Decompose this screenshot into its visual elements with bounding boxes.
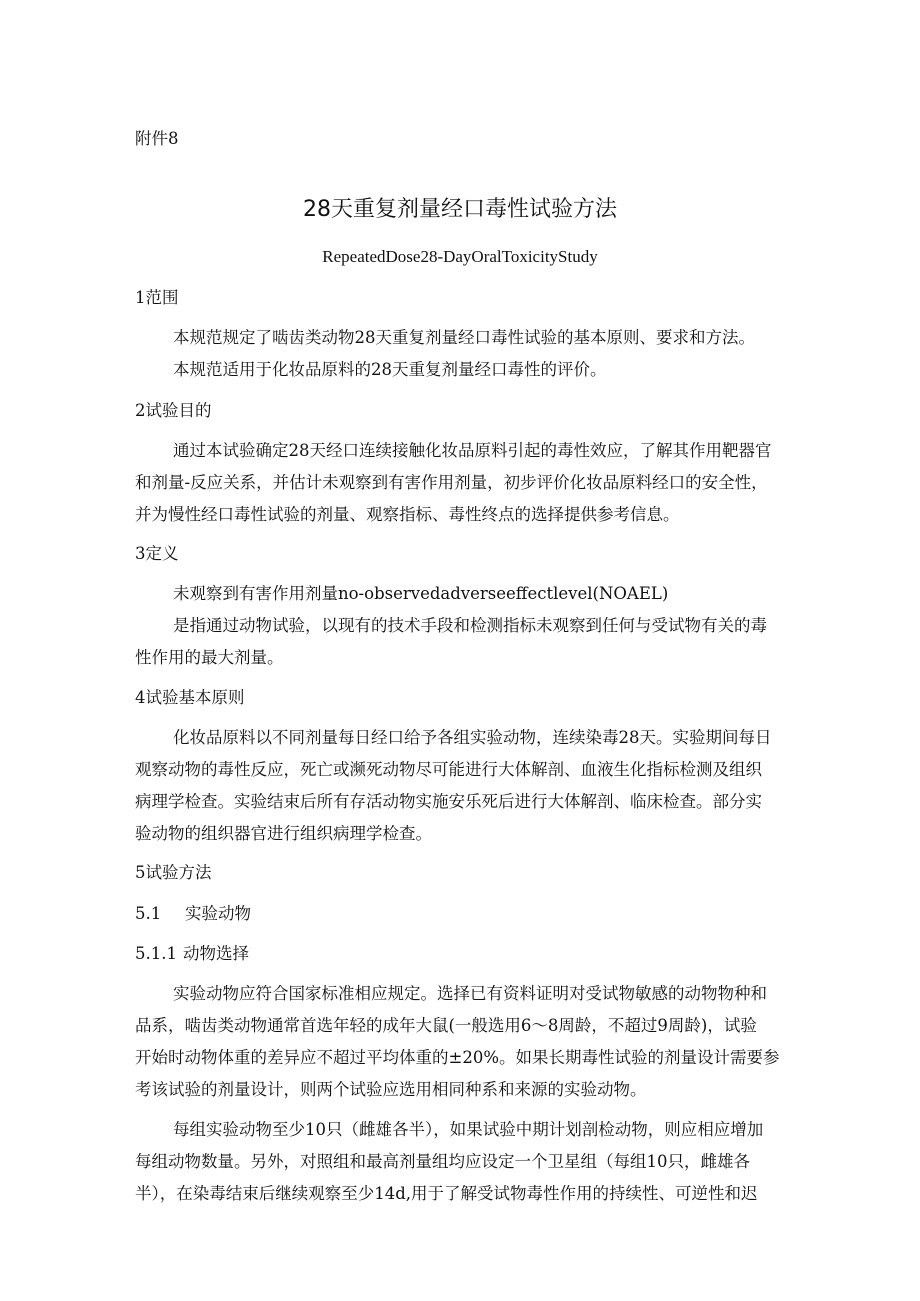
section-1-heading: 1范围 [135,288,179,307]
section-3-line: 性作用的最大剂量。 [135,648,284,667]
section-1-paragraph-1: 本规范规定了啮齿类动物28天重复剂量经口毒性试验的基本原则、要求和方法。 [173,328,755,347]
section-3-heading: 3定义 [135,544,179,563]
section-5-1-1-p1-line: 开始时动物体重的差异应不超过平均体重的±20%。如果长期毒性试验的剂量设计需要参 [135,1048,780,1067]
section-4-line: 验动物的组织器官进行组织病理学检查。 [135,824,432,843]
section-2-line: 并为慢性经口毒性试验的剂量、观察指标、毒性终点的选择提供参考信息。 [135,505,680,524]
document-title: 28天重复剂量经口毒性试验方法 [303,197,617,222]
section-3-line: 是指通过动物试验，以现有的技术手段和检测指标未观察到任何与受试物有关的毒 [173,616,767,635]
section-5-1-1-p2-line: 每组动物数量。另外，对照组和最高剂量组均应设定一个卫星组（每组10只，雌雄各 [135,1152,750,1171]
section-2-line: 和剂量-反应关系，并估计未观察到有害作用剂量，初步评价化妆品原料经口的安全性， [135,473,768,492]
section-2-heading: 2试验目的 [135,401,212,420]
section-1-paragraph-2: 本规范适用于化妆品原料的28天重复剂量经口毒性的评价。 [173,360,607,379]
section-4-line: 化妆品原料以不同剂量每日经口给予各组实验动物，连续染毒28天。实验期间每日 [173,728,772,747]
section-5-1-1-p1-line: 品系，啮齿类动物通常首选年轻的成年大鼠(一般选用6～8周龄，不超过9周龄)，试验 [135,1016,757,1035]
section-5-1-1-p2-line: 每组实验动物至少10只（雌雄各半），如果试验中期计划剖检动物，则应相应增加 [173,1120,764,1139]
section-5-1-1-p1-line: 考该试验的剂量设计，则两个试验应选用相同种系和来源的实验动物。 [135,1080,647,1099]
section-5-heading: 5试验方法 [135,863,212,882]
section-4-heading: 4试验基本原则 [135,688,245,707]
section-5-1-1-p2-line: 半），在染毒结束后继续观察至少14d,用于了解受试物毒性作用的持续性、可逆性和迟 [135,1184,758,1203]
section-4-line: 观察动物的毒性反应，死亡或濒死动物尽可能进行大体解剖、血液生化指标检测及组织 [135,760,762,779]
section-3-term: 未观察到有害作用剂量no-observedadverseeffectlevel(NOAEL) [173,584,669,603]
section-2-line: 通过本试验确定28天经口连续接触化妆品原料引起的毒性效应，了解其作用靶器官 [173,441,772,460]
section-5-1-1-number: 5.1.1 [135,944,177,963]
section-4-line: 病理学检查。实验结束后所有存活动物实施安乐死后进行大体解剖、临床检查。部分实 [135,792,762,811]
document-subtitle: RepeatedDose28-DayOralToxicityStudy [322,247,598,266]
section-5-1-1-p1-line: 实验动物应符合国家标准相应规定。选择已有资料证明对受试物敏感的动物物种和 [173,984,767,1003]
section-5-1-number: 5.1 [135,904,162,923]
section-5-1-label: 实验动物 [185,904,251,923]
attachment-label: 附件8 [135,129,179,148]
section-5-1-1-label: 动物选择 [183,944,249,963]
